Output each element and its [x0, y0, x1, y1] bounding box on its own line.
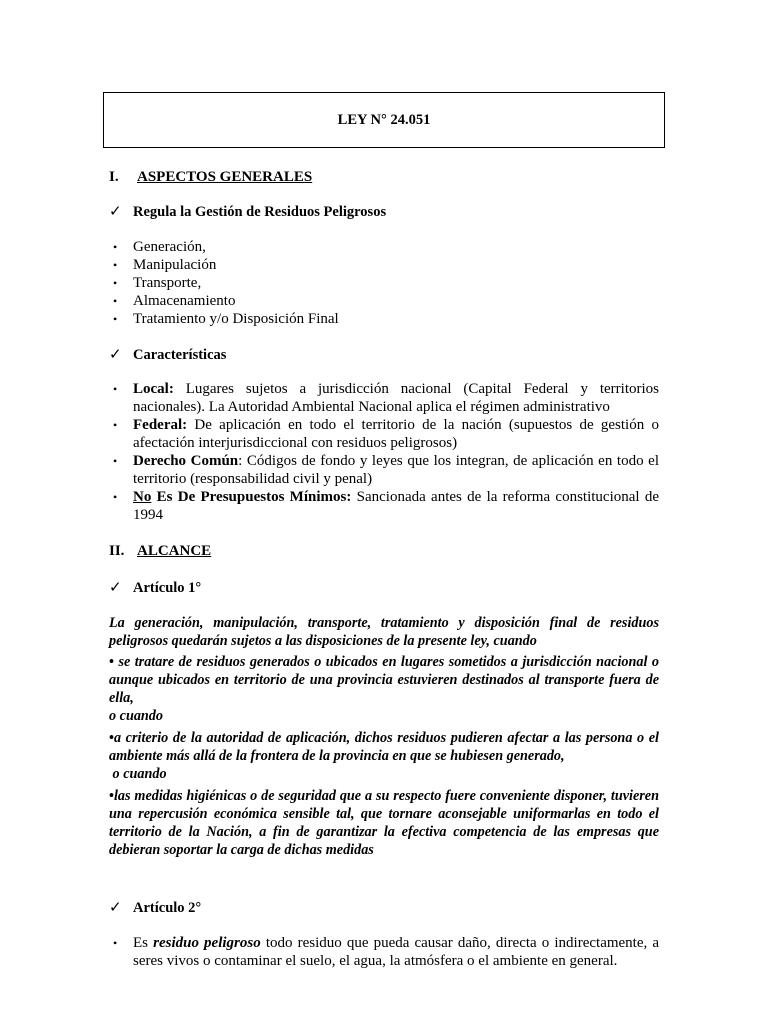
regula-list: [111, 238, 659, 328]
caracteristicas-heading: [109, 346, 226, 364]
law-title-box: [103, 92, 665, 148]
list-item: • Tratamiento y/o Disposición Final: [113, 311, 339, 327]
bullet-icon: •: [113, 418, 118, 432]
articulo1-clause-2: •a criterio de la autoridad de aplicación, dichos residuos pudieren afectar a las persona o el ambiente más allá de la frontera de la provincia en que se hubiesen generado,: [109, 730, 659, 764]
list-item: • Generación,: [113, 239, 206, 255]
bullet-icon: •: [113, 258, 118, 272]
list-item: • No Es De Presupuestos Mínimos: Sancionada antes de la reforma constitucional de 1994: [113, 489, 659, 523]
bullet-icon: •: [113, 382, 118, 396]
checkmark-icon: ✓: [109, 347, 122, 363]
checkmark-icon: ✓: [109, 204, 122, 220]
articulo1-body: [109, 614, 659, 859]
articulo2-heading-text: Artículo 2°: [133, 900, 202, 916]
section-title: ASPECTOS GENERALES: [137, 169, 313, 185]
list-item: • Derecho Común: Códigos de fondo y leyes que los integran, de aplicación en todo el territorio (responsabilidad civil y penal): [113, 453, 659, 487]
bullet-icon: •: [109, 654, 114, 670]
articulo1-heading-text: Artículo 1°: [133, 580, 202, 596]
bullet-icon: •: [113, 936, 118, 950]
articulo2-heading: [109, 899, 201, 917]
law-title: LEY N° 24.051: [337, 111, 431, 128]
checkmark-icon: ✓: [109, 900, 122, 916]
list-item: • Transporte,: [113, 275, 202, 291]
bullet-icon: •: [109, 788, 114, 804]
section-title: ALCANCE: [137, 543, 212, 559]
section-number: I.: [109, 169, 119, 185]
bullet-icon: •: [113, 276, 118, 290]
section-heading-2: [109, 542, 211, 560]
articulo1-or-1: o cuando: [109, 708, 163, 724]
articulo1-or-2: o cuando: [109, 766, 167, 782]
caracteristicas-list: [111, 380, 659, 524]
bullet-icon: •: [113, 312, 118, 326]
regula-heading: [109, 203, 386, 221]
bullet-icon: •: [113, 240, 118, 254]
list-item: • Local: Lugares sujetos a jurisdicción nacional (Capital Federal y territorios nacionales). La Autoridad Ambiental Nacional aplica el régimen administrativo: [113, 381, 659, 415]
bullet-icon: •: [109, 730, 114, 746]
list-item: • Es residuo peligroso todo residuo que pueda causar daño, directa o indirectamente, a seres vivos o contaminar el suelo, el agua, la atmósfera o el ambiente en general.: [113, 935, 660, 969]
bullet-icon: •: [113, 294, 118, 308]
regula-heading-text: Regula la Gestión de Residuos Peligrosos: [133, 204, 387, 220]
checkmark-icon: ✓: [109, 580, 122, 596]
section-number: II.: [109, 543, 125, 559]
list-item: • Manipulación: [113, 257, 217, 273]
list-item: • Almacenamiento: [113, 293, 236, 309]
bullet-icon: •: [113, 454, 118, 468]
section-heading-1: [109, 168, 312, 186]
articulo1-heading: [109, 579, 201, 597]
articulo2-list: [111, 934, 659, 970]
bullet-icon: •: [113, 490, 118, 504]
articulo1-clause-3: •las medidas higiénicas o de seguridad que a su respecto fuere conveniente disponer, tuvieren una repercusión económica sensible tal, que tornare aconsejable uniformarlas en todo el territorio de la Nación, a fin de garantizar la efectiva competencia de las empresas que debieran soportar la carga de dichas medidas: [109, 788, 659, 858]
articulo1-clause-1: • se tratare de residuos generados o ubicados en lugares sometidos a jurisdicción nacional o aunque ubicados en territorio de una provincia estuvieren destinados al transporte fuera de ella,: [109, 654, 659, 706]
caracteristicas-heading-text: Características: [133, 347, 227, 363]
list-item: • Federal: De aplicación en todo el territorio de la nación (supuestos de gestión o afectación interjurisdiccional con residuos peligrosos): [113, 417, 659, 451]
articulo1-intro: La generación, manipulación, transporte, tratamiento y disposición final de residuos peligrosos quedarán sujetos a las disposiciones de la presente ley, cuando: [109, 615, 659, 649]
